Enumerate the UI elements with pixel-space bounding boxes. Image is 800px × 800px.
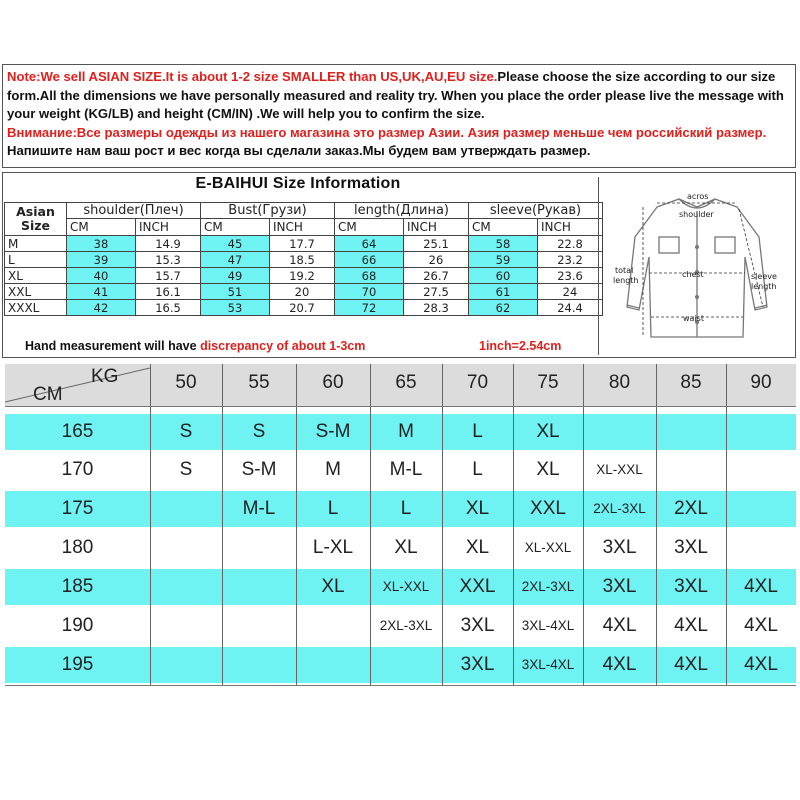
height-label: 185 [61, 576, 94, 597]
cell: 25.1 [404, 236, 469, 252]
cell: 60 [469, 268, 538, 284]
cell: 59 [469, 252, 538, 268]
label-sleeve: sleeve [751, 272, 777, 281]
chart-row [5, 491, 796, 527]
col-shoulder: shoulder(Плеч) [67, 203, 201, 219]
table-row [5, 284, 603, 300]
asian-size-header: Asian Size [5, 203, 67, 236]
size-label: M [5, 236, 67, 252]
weight-column-header: 65 [395, 372, 417, 393]
sub-cm: CM [201, 219, 270, 236]
height-label: 170 [61, 459, 94, 480]
size-recommendation: XL [536, 421, 560, 442]
size-recommendation: 4XL [674, 654, 708, 675]
col-sleeve: sleeve(Рукав) [469, 203, 603, 219]
chart-row [5, 452, 796, 488]
shirt-diagram-svg [599, 177, 795, 355]
chart-row [5, 608, 796, 644]
cell: 22.8 [538, 236, 603, 252]
size-info-title: E-BAIHUI Size Information [195, 175, 401, 192]
height-label: 175 [61, 498, 94, 519]
sub-cm: CM [67, 219, 136, 236]
chart-row [5, 414, 796, 450]
cell: 20.7 [270, 300, 335, 316]
cell: 16.1 [136, 284, 201, 300]
size-recommendation [150, 647, 222, 683]
hand-measurement-note [25, 339, 365, 353]
sub-inch: INCH [404, 219, 469, 236]
column-divider [513, 364, 514, 686]
size-recommendation: L [472, 459, 483, 480]
weight-column-header: 75 [537, 372, 559, 393]
shirt-measurement-diagram [598, 177, 795, 355]
size-information-panel [2, 172, 796, 358]
size-recommendation: XL [465, 537, 490, 558]
size-recommendation: L [400, 498, 412, 519]
size-recommendation [222, 608, 296, 644]
size-note [2, 64, 796, 168]
cell: 62 [469, 300, 538, 316]
sub-inch: INCH [270, 219, 335, 236]
cell: 38 [67, 236, 136, 252]
sub-cm: CM [469, 219, 538, 236]
cell: 23.6 [538, 268, 603, 284]
table-row [5, 268, 603, 284]
size-recommendation: XL-XXL [524, 540, 572, 555]
cell: 41 [67, 284, 136, 300]
chart-row [5, 647, 796, 683]
size-recommendation: 4XL [602, 615, 637, 636]
note-russian-warning: Внимание:Все размеры одежды из нашего магазина это размер Азии. Азия размер меньше чем российский размер. [7, 124, 767, 140]
size-recommendation: M-L [242, 498, 276, 519]
size-recommendation: M [325, 459, 341, 480]
sub-inch: INCH [538, 219, 603, 236]
cell: 72 [335, 300, 404, 316]
size-recommendation: 3XL-4XL [521, 657, 575, 672]
size-recommendation [296, 608, 370, 644]
size-recommendation: 3XL-4XL [521, 618, 575, 633]
size-recommendation: S [252, 421, 266, 442]
label-shoulder: shoulder [679, 210, 714, 219]
column-divider [726, 364, 727, 686]
size-recommendation: XL [536, 459, 560, 480]
weight-column-header: 85 [680, 372, 702, 393]
size-recommendation: L [327, 498, 339, 519]
label-waist: waist [683, 314, 704, 323]
size-recommendation: S-M [315, 421, 351, 442]
height-label: 165 [61, 421, 94, 442]
cell: 45 [201, 236, 270, 252]
size-recommendation [296, 647, 370, 683]
size-recommendation: 2XL-3XL [521, 579, 575, 594]
cell: 39 [67, 252, 136, 268]
size-recommendation [222, 530, 296, 566]
header-diagonal-divider [5, 364, 150, 406]
size-recommendation: 4XL [744, 654, 778, 675]
size-recommendation [656, 414, 726, 450]
size-recommendation: 3XL [460, 615, 495, 636]
sub-cm: CM [335, 219, 404, 236]
size-recommendation: 4XL [602, 654, 637, 675]
cell: 61 [469, 284, 538, 300]
size-recommendation: 4XL [674, 615, 708, 636]
chart-header-row [5, 364, 796, 406]
column-divider [370, 364, 371, 686]
label-sleeve-length: length [751, 282, 777, 291]
size-recommendation [370, 647, 442, 683]
cell: 58 [469, 236, 538, 252]
cell: 51 [201, 284, 270, 300]
size-recommendation [656, 452, 726, 488]
size-recommendation [150, 491, 222, 527]
height-label: 180 [61, 537, 94, 558]
size-recommendation: L-XL [312, 537, 354, 558]
size-recommendation: M-L [389, 459, 423, 480]
kg-axis-label: KG [91, 366, 119, 387]
column-divider [296, 364, 297, 686]
label-chest: chest [682, 270, 704, 279]
note-russian-instructions: Напишите нам ваш рост и вес когда вы сделали заказ.Мы будем вам утверждать размер. [7, 143, 591, 159]
cell: 28.3 [404, 300, 469, 316]
size-recommendation: XL [394, 537, 418, 558]
column-divider [656, 364, 657, 686]
chart-row [5, 530, 796, 566]
size-recommendation: 2XL-3XL [379, 618, 433, 633]
size-recommendation: XL-XXL [382, 579, 430, 594]
size-recommendation: XXL [459, 576, 496, 597]
height-label: 195 [61, 654, 94, 675]
size-recommendation [726, 530, 796, 566]
size-recommendation: 3XL [674, 537, 708, 558]
cell: 70 [335, 284, 404, 300]
weight-column-header: 80 [608, 372, 631, 393]
size-recommendation [726, 452, 796, 488]
size-recommendation: S [179, 459, 193, 480]
cell: 15.7 [136, 268, 201, 284]
cell: 14.9 [136, 236, 201, 252]
column-divider [442, 364, 443, 686]
weight-column-header: 90 [750, 372, 772, 393]
column-divider [583, 364, 584, 686]
cell: 26.7 [404, 268, 469, 284]
cell: 42 [67, 300, 136, 316]
cell: 24 [538, 284, 603, 300]
cell: 40 [67, 268, 136, 284]
height-label: 190 [61, 615, 94, 636]
size-recommendation [222, 569, 296, 605]
column-divider [150, 364, 151, 686]
row-divider [5, 685, 796, 686]
size-recommendation: XXL [530, 498, 566, 519]
cell: 49 [201, 268, 270, 284]
size-recommendation: 4XL [744, 576, 778, 597]
size-recommendation: XL-XXL [596, 462, 643, 477]
size-recommendation: XL [321, 576, 345, 597]
sub-inch: INCH [136, 219, 201, 236]
cell: 47 [201, 252, 270, 268]
weight-column-header: 50 [175, 372, 197, 393]
size-recommendation: 3XL [602, 576, 637, 597]
cell: 27.5 [404, 284, 469, 300]
chart-row [5, 569, 796, 605]
size-recommendation: 3XL [460, 654, 495, 675]
size-recommendation [150, 530, 222, 566]
cell: 18.5 [270, 252, 335, 268]
weight-column-header: 55 [248, 372, 270, 393]
size-recommendation [222, 647, 296, 683]
label-length: length [613, 276, 639, 285]
cell: 68 [335, 268, 404, 284]
size-recommendation [150, 608, 222, 644]
cell: 53 [201, 300, 270, 316]
size-table [4, 202, 603, 316]
size-recommendation: L [472, 421, 483, 442]
row-divider [5, 406, 796, 407]
cell: 66 [335, 252, 404, 268]
size-recommendation: 3XL [602, 537, 637, 558]
cell: 26 [404, 252, 469, 268]
inch-conversion-note: 1inch=2.54cm [479, 339, 562, 353]
size-recommendation: S-M [241, 459, 277, 480]
weight-height-size-chart [5, 364, 796, 686]
size-recommendation [583, 414, 656, 450]
size-recommendation [150, 569, 222, 605]
weight-column-header: 70 [466, 372, 489, 393]
col-length: length(Длина) [335, 203, 469, 219]
size-recommendation: XL [465, 498, 490, 519]
size-recommendation: M [398, 421, 414, 442]
size-label: XXXL [5, 300, 67, 316]
size-recommendation: 3XL [674, 576, 708, 597]
label-acros: acros [687, 192, 709, 201]
weight-column-header: 60 [322, 372, 344, 393]
hand-note-text: Hand measurement will have [25, 339, 201, 353]
cell: 24.4 [538, 300, 603, 316]
cell: 23.2 [538, 252, 603, 268]
column-divider [222, 364, 223, 686]
note-english-instructions: Please choose the size according to our size form.All the dimensions we have personally measured and reality try. When you place the order please live the message with your weight (KG/LB) and height (CM/IN) .We will help you to confirm the size. [7, 69, 784, 122]
cell: 19.2 [270, 268, 335, 284]
cell: 64 [335, 236, 404, 252]
size-recommendation [726, 414, 796, 450]
size-recommendation [726, 491, 796, 527]
cell: 17.7 [270, 236, 335, 252]
size-label: XL [5, 268, 67, 284]
cm-axis-label: CM [33, 384, 63, 405]
cell: 20 [270, 284, 335, 300]
size-recommendation: S [179, 421, 193, 442]
label-total: total [615, 266, 634, 275]
note-english-warning: Note:We sell ASIAN SIZE.It is about 1-2 size SMALLER than US,UK,AU,EU size. [7, 69, 498, 84]
table-row [5, 252, 603, 268]
cell: 16.5 [136, 300, 201, 316]
table-row [5, 236, 603, 252]
size-recommendation: 4XL [744, 615, 778, 636]
size-label: XXL [5, 284, 67, 300]
size-recommendation: 2XL-3XL [593, 501, 646, 516]
table-row [5, 300, 603, 316]
cell: 15.3 [136, 252, 201, 268]
size-recommendation: 2XL [674, 498, 708, 519]
hand-note-discrepancy: discrepancy of about 1-3cm [200, 339, 366, 353]
size-label: L [5, 252, 67, 268]
col-bust: Bust(Грузи) [201, 203, 335, 219]
